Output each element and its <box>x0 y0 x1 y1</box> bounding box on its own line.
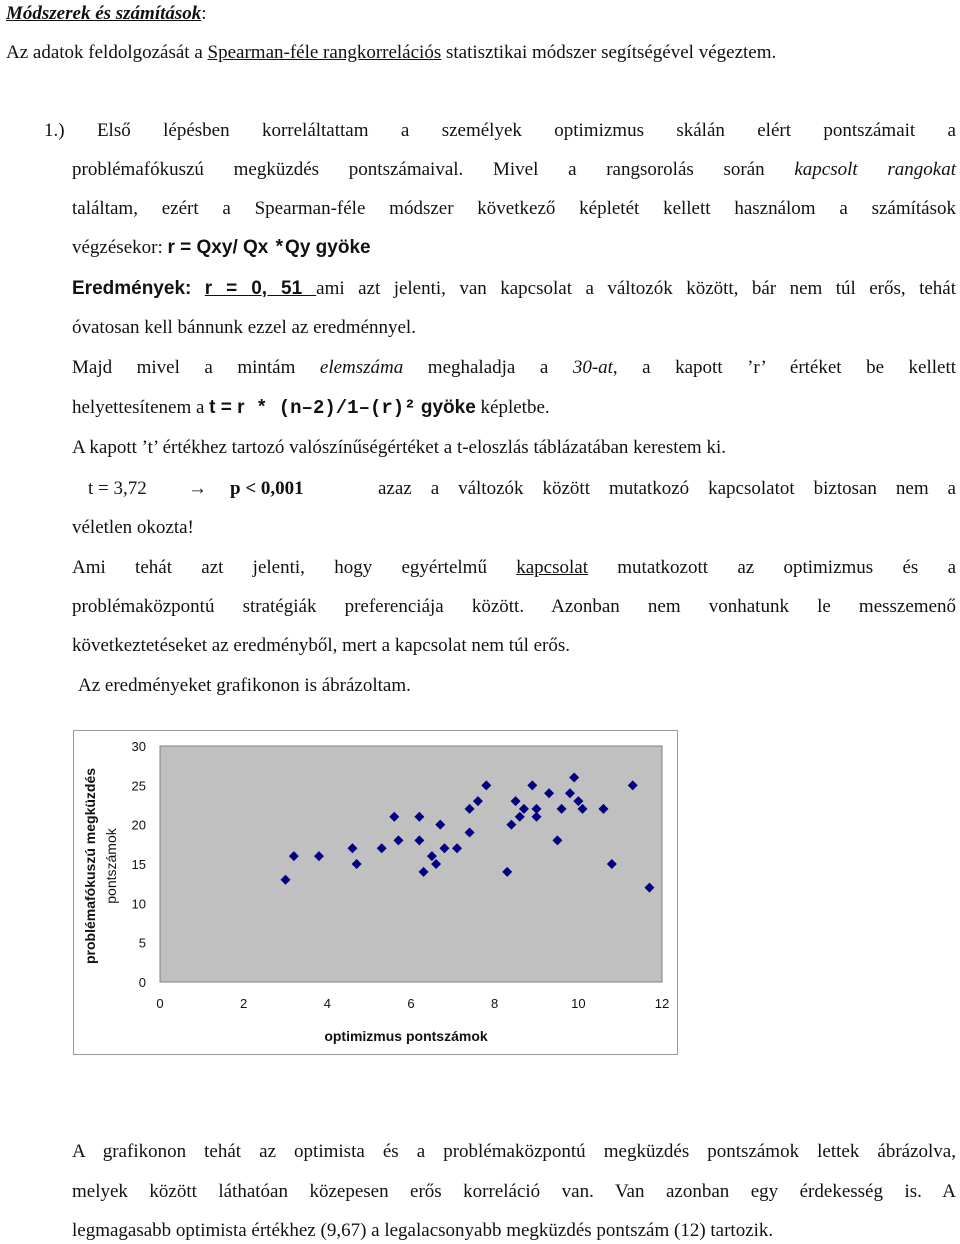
y-axis-label-line2: pontszámok <box>103 828 119 904</box>
x-tick-label: 6 <box>407 996 415 1011</box>
sample-text-c: meghaladja a <box>403 357 573 378</box>
y-axis-label-line1: problémafókuszú megküzdés <box>82 767 98 965</box>
interp-text-c: mutatkozott az optimizmus és a <box>588 557 957 578</box>
step1-line1: 1.) Első lépésben korreláltattam a személyek optimizmus skálán elért pontszámait a <box>44 120 956 141</box>
intro-suffix: statisztikai módszer segítségével végeztem. <box>441 42 777 63</box>
sample-line1 <box>72 356 956 380</box>
scatter-chart <box>73 730 678 1055</box>
kapcsolat-link[interactable]: kapcsolat <box>516 557 588 578</box>
t-formula-c: gyöke <box>415 397 476 418</box>
conclusion-line2: melyek között láthatóan közepesen erős korreláció van. Van azonban egy érdekesség is. A <box>72 1181 956 1202</box>
formula-part-a: r = Qxy/ Qx <box>167 237 274 258</box>
x-tick-label: 4 <box>323 996 331 1011</box>
x-tick-label: 8 <box>491 996 499 1011</box>
interp-line1 <box>72 556 956 580</box>
conclusion-line1: A grafikonon tehát az optimista és a problémaközpontú megküzdés pontszámok lettek ábrázolva, <box>72 1141 956 1162</box>
intro-prefix: Az adatok feldolgozását a <box>6 42 208 63</box>
step1-line4-text: végzésekor: <box>72 237 168 258</box>
sample-text-e: , a kapott ’r’ értéket be kellett <box>612 357 956 378</box>
sample-30-term: 30-at <box>572 357 613 378</box>
spearman-link[interactable]: Spearman-féle rangkorrelációs <box>207 42 442 63</box>
results-text: ami azt jelenti, van kapcsolat a változók között, bár nem túl erős, tehát <box>316 278 957 299</box>
y-tick-label: 30 <box>131 739 146 754</box>
step1-line4 <box>72 236 956 260</box>
formula-part-b: Qy gyöke <box>285 237 371 258</box>
heading-colon: : <box>201 3 207 24</box>
tdist-line: A kapott ’t’ értékhez tartozó valószínűségértéket a t-eloszlás táblázatában kerestem ki. <box>72 437 726 458</box>
x-tick-label: 10 <box>571 996 586 1011</box>
step1-line3: találtam, ezért a Spearman-féle módszer következő képletét kellett használom a számítások <box>72 198 956 219</box>
arrow-icon: → <box>188 478 207 499</box>
y-tick-label: 20 <box>131 817 146 833</box>
sample-text-a: Majd mivel a mintám <box>72 357 320 378</box>
tresult-text: azaz a változók között mutatkozó kapcsolatot biztosan nem a <box>378 478 956 499</box>
y-tick-label: 5 <box>138 935 146 951</box>
t-formula-a: t = r <box>209 397 245 418</box>
formula-star: * <box>273 237 286 259</box>
chart-svg <box>74 731 677 1054</box>
x-axis-label: optimizmus pontszámok <box>324 1028 488 1044</box>
interp-text-a: Ami tehát azt jelenti, hogy egyértelmű <box>72 557 517 578</box>
sample-line2-text: helyettesítenem a <box>72 397 210 418</box>
t-formula-b: * (n–2)/1–(r)² <box>244 397 416 419</box>
interp-line3: következtetéseket az eredményből, mert a kapcsolat nem túl erős. <box>72 635 571 656</box>
results-label: Eredmények: <box>72 278 192 299</box>
y-tick-label: 0 <box>138 975 146 990</box>
step1-line2-text: problémafókuszú megküzdés pontszámaival. Mivel a rangsorolás során <box>72 159 795 180</box>
intro-paragraph <box>6 41 956 65</box>
t-value: t = 3,72 <box>88 478 147 499</box>
results-line2: óvatosan kell bánnunk ezzel az eredménnyel. <box>72 317 416 338</box>
results-r-value: r = 0, 51 <box>204 278 317 299</box>
sample-line2-end: képletbe. <box>475 397 550 418</box>
sample-line2 <box>72 396 956 420</box>
heading-text: Módszerek és számítások <box>6 3 202 24</box>
x-tick-label: 12 <box>654 996 670 1011</box>
p-value: p < 0,001 <box>230 478 304 499</box>
y-tick-label: 25 <box>131 778 146 794</box>
section-heading <box>6 2 956 26</box>
tresult-line2: véletlen okozta! <box>72 517 194 538</box>
conclusion-line3: legmagasabb optimista értékhez (9,67) a legalacsonyabb megküzdés pontszám (12) tartozik. <box>72 1220 774 1241</box>
x-tick-label: 2 <box>240 996 248 1011</box>
tied-ranks-term: kapcsolt rangokat <box>794 159 956 180</box>
sample-size-term: elemszáma <box>319 357 404 378</box>
y-tick-label: 10 <box>131 896 146 912</box>
interp-line2: problémaközpontú stratégiák preferenciája között. Azonban nem vonhatunk le messzemenő <box>72 596 956 617</box>
plot-area <box>160 746 662 982</box>
y-tick-label: 15 <box>131 857 146 872</box>
step1-line2 <box>72 158 956 182</box>
results-line1 <box>72 277 956 301</box>
graph-intro: Az eredményeket grafikonon is ábrázoltam. <box>78 675 411 696</box>
x-tick-label: 0 <box>156 996 164 1011</box>
